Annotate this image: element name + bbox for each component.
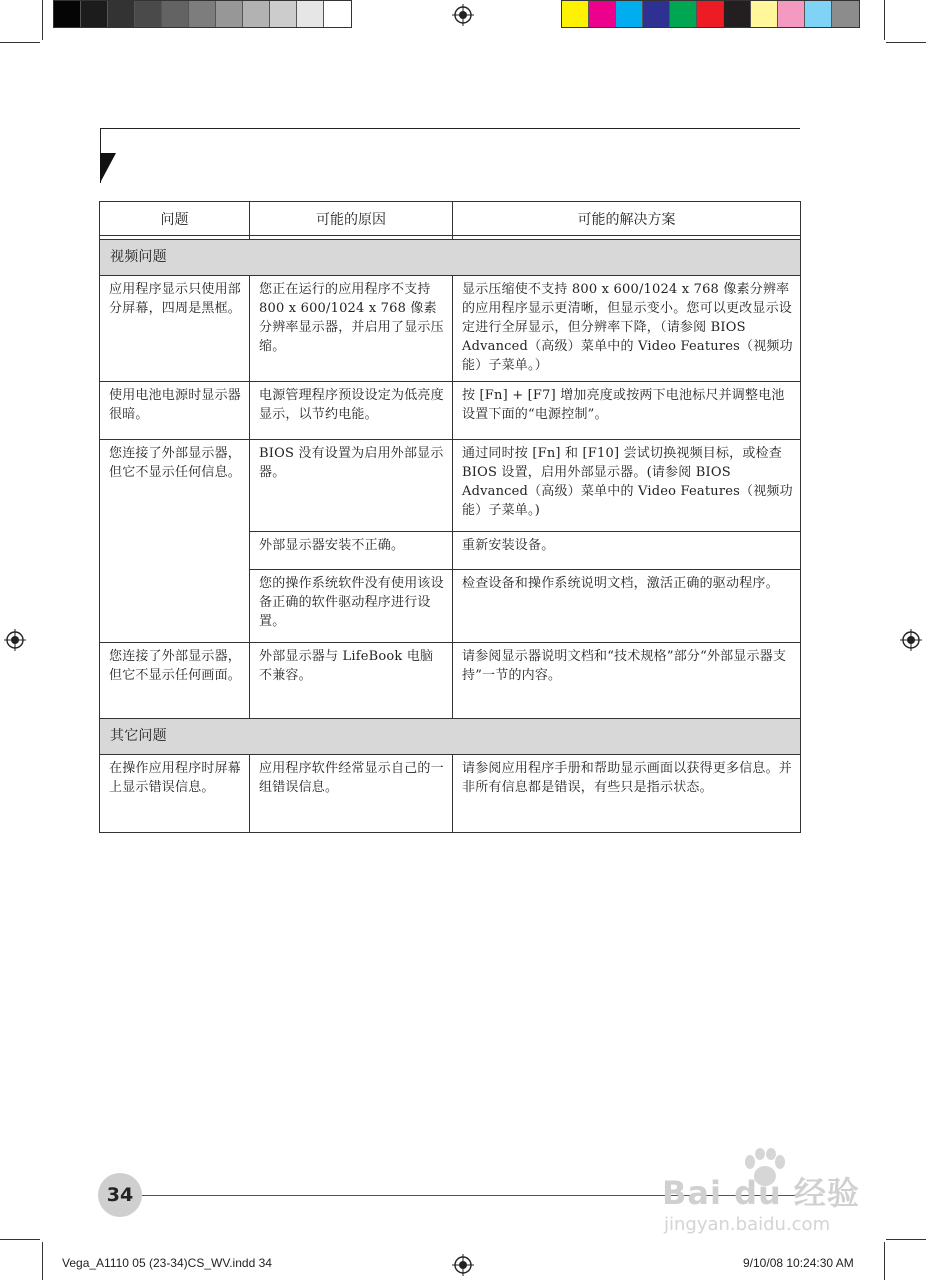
color-swatch bbox=[832, 1, 859, 27]
crop-mark bbox=[884, 0, 885, 40]
color-swatch bbox=[751, 1, 778, 27]
crop-mark bbox=[886, 1239, 926, 1240]
color-swatch bbox=[270, 1, 297, 27]
color-swatch bbox=[589, 1, 616, 27]
header-cause: 可能的原因 bbox=[250, 202, 453, 236]
crop-mark bbox=[884, 1242, 885, 1280]
cell-problem: 使用电池电源时显示器很暗。 bbox=[100, 382, 250, 440]
cell-cause: 外部显示器与 LifeBook 电脑不兼容。 bbox=[250, 643, 453, 719]
troubleshooting-table bbox=[99, 201, 801, 833]
color-swatch bbox=[670, 1, 697, 27]
color-swatch bbox=[562, 1, 589, 27]
cell-problem: 应用程序显示只使用部分屏幕，四周是黑框。 bbox=[100, 276, 250, 382]
slug-filename: Vega_A1110 05 (23-34)CS_WV.indd 34 bbox=[62, 1256, 272, 1270]
cell-solution: 通过同时按 [Fn] 和 [F10] 尝试切换视频目标，或检查 BIOS 设置，启用外部显示器。(请参阅 BIOS Advanced（高级）菜单中的 Video Features（视频功能）子菜单。) bbox=[453, 440, 801, 532]
section-title-other: 其它问题 bbox=[100, 719, 801, 755]
cell-cause: 您的操作系统软件没有使用该设备正确的软件驱动程序进行设置。 bbox=[250, 570, 453, 643]
table-row bbox=[100, 276, 801, 382]
crop-mark bbox=[886, 42, 926, 43]
registration-mark-icon bbox=[452, 1254, 474, 1276]
color-swatch bbox=[81, 1, 108, 27]
cell-problem: 在操作应用程序时屏幕上显示错误信息。 bbox=[100, 755, 250, 833]
color-swatch bbox=[162, 1, 189, 27]
color-swatch bbox=[54, 1, 81, 27]
registration-mark-icon bbox=[452, 4, 474, 26]
color-swatch bbox=[297, 1, 324, 27]
cell-problem: 您连接了外部显示器，但它不显示任何信息。 bbox=[100, 440, 250, 643]
color-swatch bbox=[778, 1, 805, 27]
cell-solution: 请参阅应用程序手册和帮助显示画面以获得更多信息。并非所有信息都是错误，有些只是指示状态。 bbox=[453, 755, 801, 833]
watermark-url: jingyan.baidu.com bbox=[664, 1214, 831, 1235]
cell-cause: 外部显示器安装不正确。 bbox=[250, 532, 453, 570]
header-tab-marker bbox=[100, 153, 116, 183]
crop-mark bbox=[0, 1239, 40, 1240]
cell-cause: BIOS 没有设置为启用外部显示器。 bbox=[250, 440, 453, 532]
section-title-video: 视频问题 bbox=[100, 240, 801, 276]
color-swatch bbox=[189, 1, 216, 27]
cell-solution: 按 [Fn] + [F7] 增加亮度或按两下电池标尺并调整电池设置下面的“电源控制”。 bbox=[453, 382, 801, 440]
cell-cause: 电源管理程序预设设定为低亮度显示，以节约电能。 bbox=[250, 382, 453, 440]
color-swatch bbox=[216, 1, 243, 27]
slug-timestamp: 9/10/08 10:24:30 AM bbox=[743, 1256, 854, 1270]
section-row-other bbox=[100, 719, 801, 755]
baidu-jingyan-watermark bbox=[652, 1148, 872, 1244]
header-solution: 可能的解决方案 bbox=[453, 202, 801, 236]
header-problem: 问题 bbox=[100, 202, 250, 236]
color-swatch bbox=[724, 1, 751, 27]
table-row bbox=[100, 440, 801, 532]
watermark-logo-text: Bai du 经验 bbox=[662, 1174, 860, 1212]
crop-mark bbox=[42, 1242, 43, 1280]
registration-mark-icon bbox=[900, 629, 922, 651]
cell-problem: 您连接了外部显示器，但它不显示任何画面。 bbox=[100, 643, 250, 719]
color-swatch bbox=[324, 1, 351, 27]
cell-solution: 检查设备和操作系统说明文档，激活正确的驱动程序。 bbox=[453, 570, 801, 643]
table-row bbox=[100, 382, 801, 440]
table-row bbox=[100, 643, 801, 719]
page-number: 34 bbox=[98, 1173, 142, 1217]
color-swatch bbox=[697, 1, 724, 27]
color-swatch-bar bbox=[561, 0, 860, 28]
cell-solution: 请参阅显示器说明文档和“技术规格”部分“外部显示器支持”一节的内容。 bbox=[453, 643, 801, 719]
cell-solution: 显示压缩使不支持 800 x 600/1024 x 768 像素分辨率的应用程序显示更清晰，但显示变小。您可以更改显示设定进行全屏显示，但分辨率下降，（请参阅 BIOS Advanced（高级）菜单中的 Video Features（视频功能）子菜单。） bbox=[453, 276, 801, 382]
cell-cause: 您正在运行的应用程序不支持 800 x 600/1024 x 768 像素分辨率显示器，并启用了显示压缩。 bbox=[250, 276, 453, 382]
crop-mark bbox=[0, 42, 40, 43]
color-swatch bbox=[643, 1, 670, 27]
color-swatch bbox=[616, 1, 643, 27]
cell-solution: 重新安装设备。 bbox=[453, 532, 801, 570]
section-row-video bbox=[100, 240, 801, 276]
registration-mark-icon bbox=[4, 629, 26, 651]
crop-mark bbox=[42, 0, 43, 40]
table-row bbox=[100, 755, 801, 833]
table-header-row bbox=[100, 202, 801, 236]
cell-cause: 应用程序软件经常显示自己的一组错误信息。 bbox=[250, 755, 453, 833]
color-swatch bbox=[243, 1, 270, 27]
color-swatch bbox=[135, 1, 162, 27]
color-swatch bbox=[805, 1, 832, 27]
gray-swatch-bar bbox=[53, 0, 352, 28]
color-swatch bbox=[108, 1, 135, 27]
header-rule bbox=[100, 128, 800, 129]
